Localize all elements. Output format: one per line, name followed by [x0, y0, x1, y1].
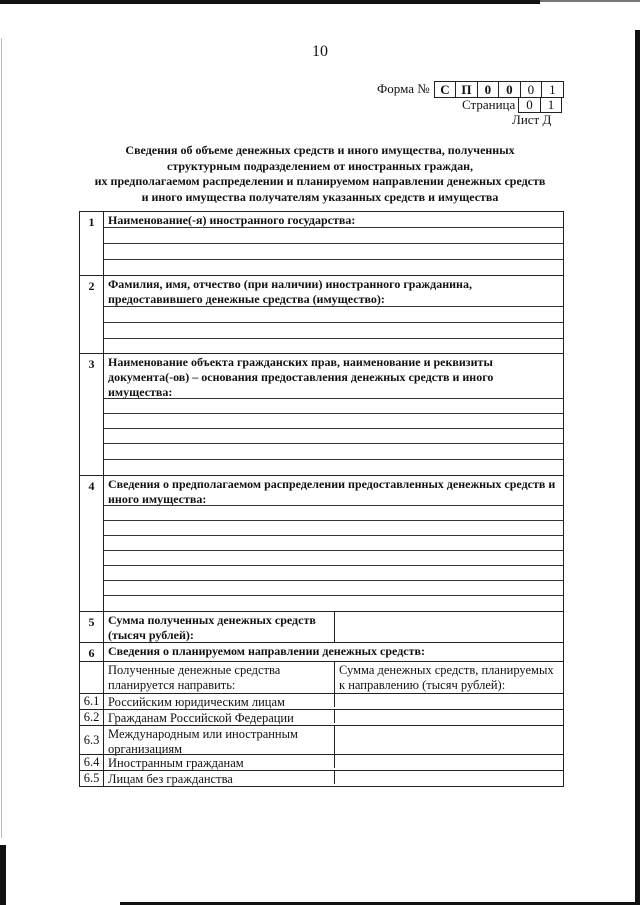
fill-line[interactable] — [104, 227, 563, 243]
fill-line[interactable] — [104, 306, 563, 322]
fill-line[interactable] — [104, 580, 563, 595]
section-4 — [80, 475, 563, 611]
direction-col1-header: Полученные денежные средства планируется направить: — [104, 662, 335, 693]
row-label: Российским юридическим лицам — [104, 694, 335, 707]
section-heading: Наименование объекта гражданских прав, наименование и реквизиты документа(-ов) – основания предоставления денежных средств и иного имущества: — [108, 355, 494, 399]
page-code-boxes — [518, 97, 562, 113]
scan-edge-right — [635, 30, 640, 905]
section-heading: Сведения о планируемом направлении денежных средств: — [108, 644, 425, 658]
section-number: 5 — [80, 612, 104, 642]
page-code — [462, 97, 562, 113]
section-number: 4 — [80, 476, 104, 611]
row-number: 6.5 — [80, 771, 104, 786]
fill-line[interactable] — [104, 413, 563, 428]
sum-label: Сумма полученных денежных средств (тысяч рублей): — [104, 612, 335, 642]
fill-line[interactable] — [104, 243, 563, 259]
form-code-box: 0 — [521, 82, 543, 97]
row-value-field[interactable] — [335, 755, 563, 770]
fill-line[interactable] — [104, 443, 563, 459]
fill-line[interactable] — [104, 535, 563, 550]
direction-row — [80, 709, 563, 725]
section-number: 3 — [80, 354, 104, 475]
form-code-boxes — [434, 81, 564, 98]
form-code — [377, 81, 564, 97]
row-label: Гражданам Российской Федерации — [104, 710, 335, 723]
row-label: Лицам без гражданства — [104, 771, 335, 784]
page-code-box: 1 — [541, 97, 563, 112]
fill-line[interactable] — [104, 398, 563, 413]
section-6 — [80, 642, 563, 661]
section-heading: Наименование(-я) иностранного государства: — [108, 213, 356, 227]
document-title — [60, 143, 580, 205]
form-code-label: Форма № — [377, 81, 430, 96]
row-number: 6.3 — [80, 726, 104, 754]
fill-line[interactable] — [104, 565, 563, 580]
row-value-field[interactable] — [335, 771, 563, 786]
section-5 — [80, 611, 563, 642]
direction-col2-header: Сумма денежных средств, планируемых к направлению (тысяч рублей): — [339, 663, 554, 692]
form-code-box: С — [435, 82, 457, 97]
form-code-box: 0 — [499, 82, 521, 97]
title-line: их предполагаемом распределении и планируемом направлении денежных средств — [94, 174, 546, 188]
fill-line[interactable] — [104, 322, 563, 338]
section-2 — [80, 275, 563, 353]
row-label: Международным или иностранным организациям — [104, 726, 335, 754]
direction-row — [80, 725, 563, 754]
fill-line[interactable] — [104, 459, 563, 475]
fill-line[interactable] — [104, 520, 563, 535]
row-label: Иностранным гражданам — [104, 755, 335, 768]
form-table — [79, 211, 564, 787]
scan-edge-top-light — [540, 0, 640, 2]
row-value-field[interactable] — [335, 726, 563, 754]
section-heading: Фамилия, имя, отчество (при наличии) иностранного гражданина, предоставившего денежные средства (имущество): — [108, 277, 472, 306]
title-line: структурным подразделением от иностранных граждан, — [167, 158, 473, 173]
page-code-label: Страница — [462, 97, 516, 112]
section-1 — [80, 212, 563, 275]
page-number: 10 — [312, 43, 328, 60]
fill-line[interactable] — [104, 550, 563, 565]
fill-line[interactable] — [104, 595, 563, 611]
scan-edge-left-thin — [1, 38, 2, 838]
fill-line[interactable] — [104, 428, 563, 443]
row-value-field[interactable] — [335, 694, 563, 709]
direction-header-row — [80, 661, 563, 693]
section-number: 1 — [80, 212, 104, 275]
page-code-box: 0 — [519, 97, 541, 112]
section-number: 6 — [80, 643, 104, 661]
row-number: 6.1 — [80, 694, 104, 709]
sum-value-field[interactable] — [335, 612, 563, 642]
section-heading: Сведения о предполагаемом распределении предоставленных денежных средств и иного имущества: — [108, 477, 556, 506]
scan-edge-left — [0, 845, 6, 905]
form-code-box: 0 — [478, 82, 500, 97]
scan-edge-top — [0, 0, 540, 4]
section-3 — [80, 353, 563, 475]
title-line: и иного имущества получателям указанных средств и имущества — [141, 189, 499, 204]
row-value-field[interactable] — [335, 710, 563, 725]
row-number: 6.4 — [80, 755, 104, 770]
fill-line[interactable] — [104, 505, 563, 520]
fill-line[interactable] — [104, 259, 563, 275]
section-number: 2 — [80, 276, 104, 353]
title-line: Сведения об объеме денежных средств и иного имущества, полученных — [125, 143, 515, 157]
form-code-box: 1 — [542, 82, 564, 97]
fill-line[interactable] — [104, 338, 563, 353]
direction-row — [80, 693, 563, 709]
direction-row — [80, 754, 563, 770]
direction-row — [80, 770, 563, 786]
row-number: 6.2 — [80, 710, 104, 725]
form-code-box: П — [456, 82, 478, 97]
sheet-label: Лист Д — [512, 112, 552, 127]
